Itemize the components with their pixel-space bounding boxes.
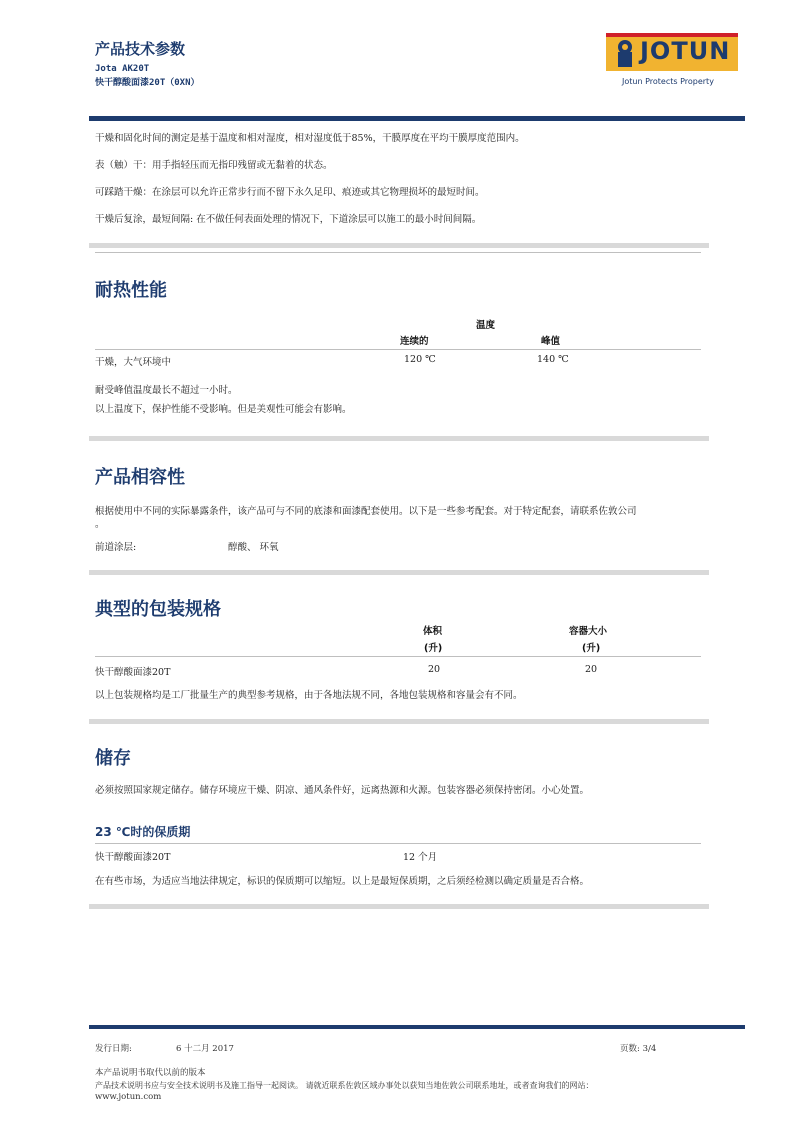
product-code: Jota AK20T xyxy=(95,64,150,74)
issue-date-value: 6 十二月 2017 xyxy=(176,1044,234,1054)
section-divider xyxy=(89,436,709,441)
logo-emblem-icon xyxy=(612,38,638,68)
compat-paragraph-cont: 。 xyxy=(95,519,105,530)
section-divider xyxy=(89,570,709,575)
intro-paragraph-1: 干燥和固化时间的测定是基于温度和相对湿度，相对湿度低于85%，干膜厚度在平均干膜厚度范围内。 xyxy=(95,133,525,144)
footer-note-1: 本产品说明书取代以前的版本 xyxy=(95,1068,206,1078)
heat-row-continuous: 120 ℃ xyxy=(404,354,436,365)
pack-col-container: 容器大小 xyxy=(569,626,608,637)
heat-note-1: 耐受峰值温度最长不超过一小时。 xyxy=(95,385,238,396)
section-divider xyxy=(89,243,709,248)
pack-row-volume: 20 xyxy=(428,664,441,675)
section-divider xyxy=(89,719,709,724)
packaging-section-title: 典型的包装规格 xyxy=(95,599,221,620)
shelf-life-label: 快干醇酸面漆20T xyxy=(95,852,171,863)
footer-divider xyxy=(89,1025,745,1029)
pack-col-container-unit: (升) xyxy=(582,643,601,654)
logo-text: JOTUN xyxy=(640,37,731,65)
section-divider xyxy=(89,904,709,909)
compat-section-title: 产品相容性 xyxy=(95,467,185,488)
pack-col-volume-unit: (升) xyxy=(424,643,443,654)
compat-paragraph: 根据使用中不同的实际暴露条件，该产品可与不同的底漆和面漆配套使用。以下是一些参考配套。对于特定配套，请联系佐敦公司 xyxy=(95,506,637,517)
table-rule xyxy=(95,349,701,350)
divider-line xyxy=(95,252,701,253)
pack-row-label: 快干醇酸面漆20T xyxy=(95,667,171,678)
table-rule xyxy=(95,843,701,844)
logo-tagline: Jotun Protects Property xyxy=(622,77,714,86)
issue-date-label: 发行日期: xyxy=(95,1044,132,1054)
storage-paragraph: 必须按照国家规定储存。储存环境应干燥、阴凉、通风条件好，远离热源和火源。包装容器必须保持密闭。小心处置。 xyxy=(95,785,590,796)
product-name: 快干醇酸面漆20T（0XN） xyxy=(95,78,200,88)
primer-label: 前道涂层: xyxy=(95,542,137,553)
pack-col-volume: 体积 xyxy=(423,626,443,637)
intro-paragraph-4: 干燥后复涂，最短间隔: 在不做任何表面处理的情况下，下道涂层可以施工的最小时间间隔。 xyxy=(95,214,482,225)
heat-note-2: 以上温度下，保护性能不受影响。但是美观性可能会有影响。 xyxy=(95,404,352,415)
heat-col-peak: 峰值 xyxy=(541,336,561,347)
primer-value: 醇酸、 环氧 xyxy=(228,542,279,553)
header-divider xyxy=(89,116,745,121)
shelf-life-value: 12 个月 xyxy=(403,852,438,863)
document-title: 产品技术参数 xyxy=(95,40,186,58)
heat-row-peak: 140 ℃ xyxy=(537,354,569,365)
footer-website[interactable]: www.jotun.com xyxy=(95,1092,162,1102)
intro-paragraph-2: 表（触）干：用手指轻压而无指印残留或无黏着的状态。 xyxy=(95,160,333,171)
heat-section-title: 耐热性能 xyxy=(95,280,167,301)
heat-col-continuous: 连续的 xyxy=(400,336,429,347)
table-rule xyxy=(95,656,701,657)
storage-section-title: 储存 xyxy=(95,748,131,769)
heat-group-header: 温度 xyxy=(476,320,496,331)
pack-row-container: 20 xyxy=(585,664,598,675)
shelf-life-note: 在有些市场，为适应当地法律规定，标识的保质期可以缩短。以上是最短保质期，之后须经检测以确定质量是否合格。 xyxy=(95,876,590,887)
page-number: 页数: 3/4 xyxy=(620,1044,657,1054)
shelf-life-title: 23 ℃时的保质期 xyxy=(95,825,191,839)
intro-paragraph-3: 可踩踏干燥：在涂层可以允许正常步行而不留下永久足印、痕迹或其它物理损坏的最短时间。 xyxy=(95,187,485,198)
footer-note-2: 产品技术说明书应与安全技术说明书及施工指导一起阅读。 请就近联系佐敦区域办事处以获知当地佐敦公司联系地址，或者查询我们的网站： xyxy=(95,1081,594,1090)
heat-row-label: 干燥，大气环境中 xyxy=(95,357,172,368)
pack-note: 以上包装规格均是工厂批量生产的典型参考规格，由于各地法规不同，各地包装规格和容量会有不同。 xyxy=(95,690,523,701)
